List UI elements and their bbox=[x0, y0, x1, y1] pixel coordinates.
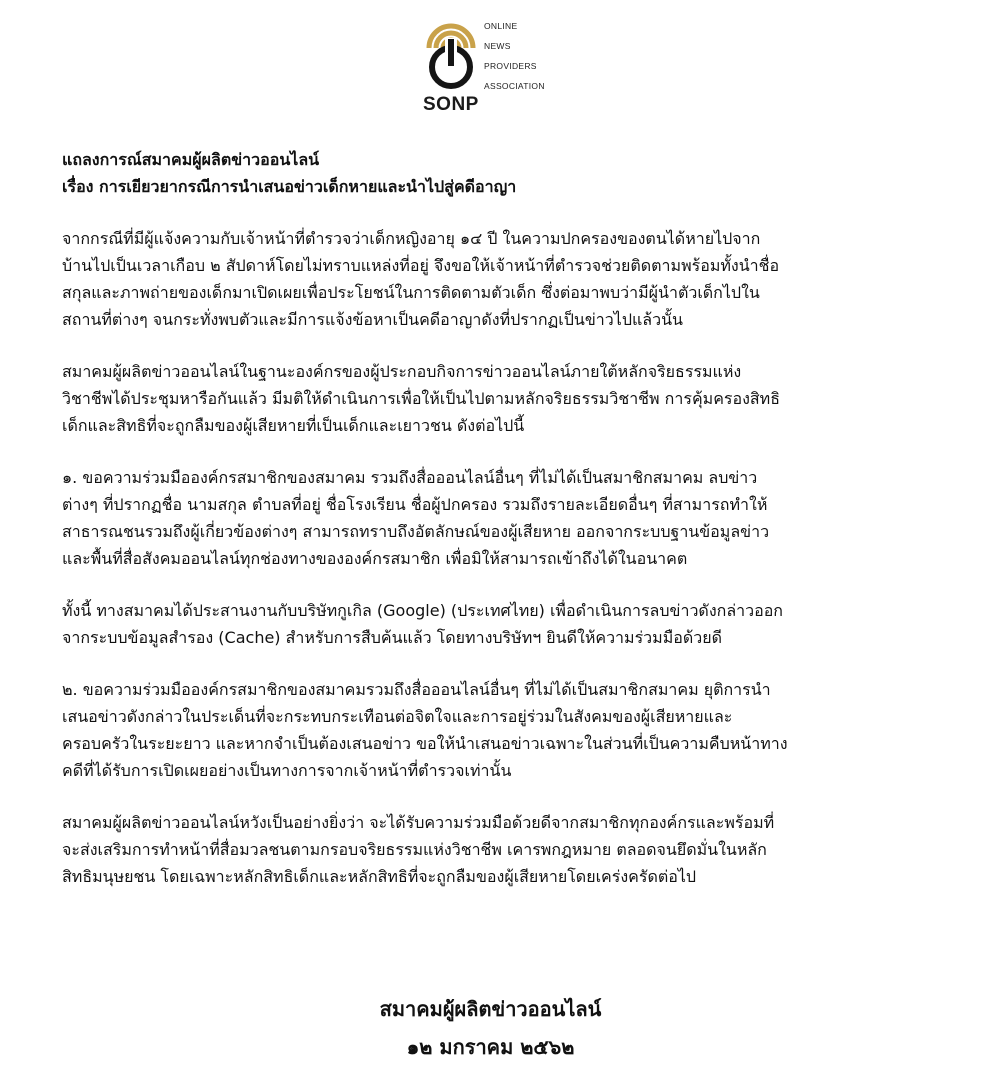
text-line: ๒. ขอความร่วมมือองค์กรสมาชิกของสมาคมรวมถึงสื่อออนไลน์อื่นๆ ที่ไม่ได้เป็นสมาชิกสมาคม ยุติการนำ bbox=[62, 680, 771, 699]
logo-line: ASSOCIATION bbox=[484, 81, 545, 91]
text-line: คดีที่ได้รับการเปิดเผยอย่างเป็นทางการจากเจ้าหน้าที่ตำรวจเท่านั้น bbox=[62, 761, 512, 780]
statement-body bbox=[62, 225, 942, 915]
logo-line: PROVIDERS bbox=[484, 61, 537, 71]
text-line: จากกรณีที่มีผู้แจ้งความกับเจ้าหน้าที่ตำรวจว่าเด็กหญิงอายุ ๑๔ ปี ในความปกครองของตนได้หายไปจาก bbox=[62, 229, 761, 248]
text-line: และพื้นที่สื่อสังคมออนไลน์ทุกช่องทางขององค์กรสมาชิก เพื่อมิให้สามารถเข้าถึงได้ในอนาคต bbox=[62, 549, 688, 568]
statement-subject: เรื่อง การเยียวยากรณีการนำเสนอข่าวเด็กหายและนำไปสู่คดีอาญา bbox=[62, 177, 517, 196]
text-line: สิทธิมนุษยชน โดยเฉพาะหลักสิทธิเด็กและหลักสิทธิที่จะถูกลืมของผู้เสียหายโดยเคร่งครัดต่อไป bbox=[62, 867, 697, 886]
statement-title: แถลงการณ์สมาคมผู้ผลิตข่าวออนไลน์ bbox=[62, 150, 320, 169]
text-line: วิชาชีพได้ประชุมหารือกันแล้ว มีมติให้ดำเนินการเพื่อให้เป็นไปตามหลักจริยธรรมวิชาชีพ การคุ้มครองสิทธิ bbox=[62, 389, 780, 408]
paragraph-closing bbox=[62, 809, 942, 890]
logo-name: SONP bbox=[423, 94, 479, 115]
paragraph-item-2 bbox=[62, 676, 942, 784]
text-line: สาธารณชนรวมถึงผู้เกี่ยวข้องต่างๆ สามารถทราบถึงอัตลักษณ์ของผู้เสียหาย ออกจากระบบฐานข้อมูลข่าว bbox=[62, 522, 770, 541]
text-line: เสนอข่าวดังกล่าวในประเด็นที่จะกระทบกระเทือนต่อจิตใจและการอยู่ร่วมในสังคมของผู้เสียหายและ bbox=[62, 707, 733, 726]
paragraph-google bbox=[62, 597, 942, 651]
text-line: บ้านไปเป็นเวลาเกือบ ๒ สัปดาห์โดยไม่ทราบแหล่งที่อยู่ จึงขอให้เจ้าหน้าที่ตำรวจช่วยติดตามพร้อมทั้งนำชื่อ bbox=[62, 256, 780, 275]
logo-line: NEWS bbox=[484, 41, 511, 51]
logo-line: ONLINE bbox=[484, 21, 518, 31]
paragraph-background bbox=[62, 225, 942, 333]
signature-block bbox=[0, 990, 981, 1066]
sonp-logo bbox=[420, 8, 560, 120]
power-signal-icon bbox=[420, 8, 482, 96]
text-line: ๑. ขอความร่วมมือองค์กรสมาชิกของสมาคม รวมถึงสื่อออนไลน์อื่นๆ ที่ไม่ได้เป็นสมาชิกสมาคม ลบข่าว bbox=[62, 468, 758, 487]
text-line: สถานที่ต่างๆ จนกระทั่งพบตัวและมีการแจ้งข้อหาเป็นคดีอาญาดังที่ปรากฏเป็นข่าวไปแล้วนั้น bbox=[62, 310, 683, 329]
paragraph-resolution bbox=[62, 358, 942, 439]
text-line: ทั้งนี้ ทางสมาคมได้ประสานงานกับบริษัทกูเกิล (Google) (ประเทศไทย) เพื่อดำเนินการลบข่าวดังกล่าวออก bbox=[62, 601, 783, 620]
text-line: จะส่งเสริมการทำหน้าที่สื่อมวลชนตามกรอบจริยธรรมแห่งวิชาชีพ เคารพกฎหมาย ตลอดจนยึดมั่นในหลัก bbox=[62, 840, 767, 859]
statement-headline bbox=[62, 146, 922, 200]
text-line: เด็กและสิทธิที่จะถูกลืมของผู้เสียหายที่เป็นเด็กและเยาวชน ดังต่อไปนี้ bbox=[62, 416, 525, 435]
text-line: สกุลและภาพถ่ายของเด็กมาเปิดเผยเพื่อประโยชน์ในการติดตามตัวเด็ก ซึ่งต่อมาพบว่ามีผู้นำตัวเด็กไปใน bbox=[62, 283, 760, 302]
text-line: ครอบครัวในระยะยาว และหากจำเป็นต้องเสนอข่าว ขอให้นำเสนอข่าวเฉพาะในส่วนที่เป็นความคืบหน้าทาง bbox=[62, 734, 788, 753]
logo-tagline bbox=[484, 16, 545, 96]
text-line: สมาคมผู้ผลิตข่าวออนไลน์หวังเป็นอย่างยิ่งว่า จะได้รับความร่วมมือด้วยดีจากสมาชิกทุกองค์กรและพร้อมที่ bbox=[62, 813, 775, 832]
paragraph-item-1 bbox=[62, 464, 942, 572]
text-line: ต่างๆ ที่ปรากฏชื่อ นามสกุล ตำบลที่อยู่ ชื่อโรงเรียน ชื่อผู้ปกครอง รวมถึงรายละเอียดอื่นๆ ที่สามารถทำให้ bbox=[62, 495, 768, 514]
text-line: จากระบบข้อมูลสำรอง (Cache) สำหรับการสืบค้นแล้ว โดยทางบริษัทฯ ยินดีให้ความร่วมมือด้วยดี bbox=[62, 628, 723, 647]
signature-date: ๑๒ มกราคม ๒๕๖๒ bbox=[406, 1035, 575, 1059]
signature-org: สมาคมผู้ผลิตข่าวออนไลน์ bbox=[379, 997, 602, 1021]
text-line: สมาคมผู้ผลิตข่าวออนไลน์ในฐานะองค์กรของผู้ประกอบกิจการข่าวออนไลน์ภายใต้หลักจริยธรรมแห่ง bbox=[62, 362, 742, 381]
